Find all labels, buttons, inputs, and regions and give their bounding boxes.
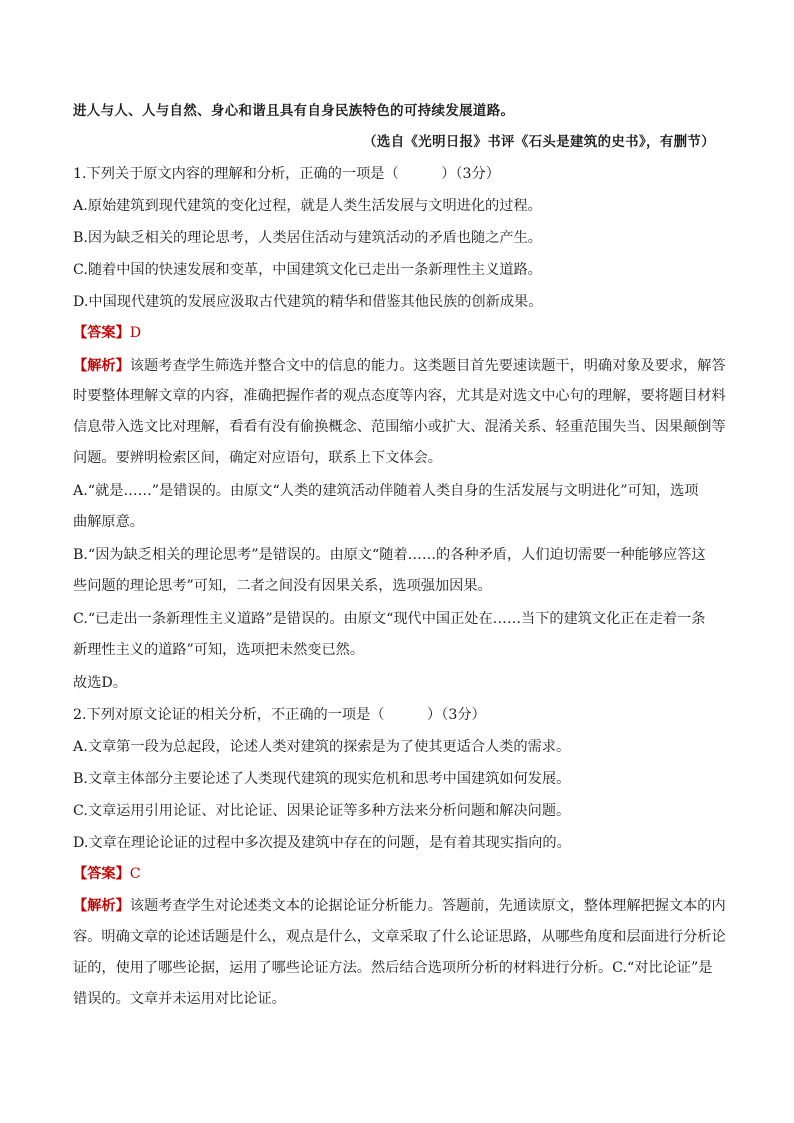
q1-note-a-line-1: A.“就是……”是错误的。由原文“人类的建筑活动伴随着人类自身的生活发展与文明进化”可知，选项 bbox=[73, 483, 699, 499]
q2-answer bbox=[73, 864, 141, 884]
q2-analysis-line-1 bbox=[73, 896, 726, 916]
q1-stem: 1.下列关于原文内容的理解和分析，正确的一项是（ ）（3分） bbox=[73, 166, 500, 182]
q1-analysis-line-2: 时要整体理解文章的内容，准确把握作者的观点态度等内容，尤其是对选文中心句的理解，要将题目材料 bbox=[73, 388, 726, 404]
q1-option-c: C.随着中国的快速发展和变革，中国建筑文化已走出一条新理性主义道路。 bbox=[73, 262, 542, 278]
intro-source: （选自《光明日报》书评《石头是建筑的史书》，有删节） bbox=[363, 134, 715, 150]
q1-note-b-line-2: 些问题的理论思考”可知，二者之间没有因果关系，选项强加因果。 bbox=[73, 578, 492, 594]
answer-value: D bbox=[129, 325, 142, 341]
q1-note-c-line-2: 新理性主义的道路”可知，选项把未然变已然。 bbox=[73, 642, 365, 658]
answer-tag: 【答案】 bbox=[73, 325, 130, 341]
analysis-tag: 【解析】 bbox=[73, 358, 130, 374]
q1-note-b-line-1: B.“因为缺乏相关的理论思考”是错误的。由原文“随着……的各种矛盾，人们迫切需要一种能够应答这 bbox=[73, 547, 706, 563]
q2-option-d: D.文章在理论论证的过程中多次提及建筑中存在的问题，是有着其现实指向的。 bbox=[73, 835, 571, 851]
q1-answer bbox=[73, 323, 141, 343]
q2-analysis-line-4: 错误的。文章并未运用对比论证。 bbox=[73, 991, 286, 1007]
answer-tag: 【答案】 bbox=[73, 866, 130, 882]
q1-note-a-line-2: 曲解原意。 bbox=[73, 514, 144, 530]
q1-analysis-line-1 bbox=[73, 356, 726, 376]
analysis-text: 该题考查学生筛选并整合文中的信息的能力。这类题目首先要速读题干，明确对象及要求，解答 bbox=[129, 358, 726, 374]
q1-conclusion: 故选D。 bbox=[73, 675, 127, 691]
q1-note-c-line-1: C.“已走出一条新理性主义道路”是错误的。由原文“现代中国正处在……当下的建筑文化正在走着一条 bbox=[73, 611, 706, 627]
q1-analysis-line-4: 问题。要辨明检索区间，确定对应语句，联系上下文体会。 bbox=[73, 450, 442, 466]
q1-option-b: B.因为缺乏相关的理论思考，人类居住活动与建筑活动的矛盾也随之产生。 bbox=[73, 230, 542, 246]
q2-analysis-line-3: 证的，使用了哪些论据，运用了哪些论证方法。然后结合选项所分析的材料进行分析。C.“对比论证”是 bbox=[73, 960, 713, 976]
q2-option-c: C.文章运用引用论证、对比论证、因果论证等多种方法来分析问题和解决问题。 bbox=[73, 803, 571, 819]
q1-analysis-line-3: 信息带入选文比对理解，看看有没有偷换概念、范围缩小或扩大、混淆关系、轻重范围失当、因果颠倒等 bbox=[73, 419, 726, 435]
q2-option-a: A.文章第一段为总起段，论述人类对建筑的探索是为了使其更适合人类的需求。 bbox=[73, 739, 571, 755]
q2-stem: 2.下列对原文论证的相关分析，不正确的一项是（ ）（3分） bbox=[73, 707, 486, 723]
q2-analysis-line-2: 容。明确文章的论述话题是什么，观点是什么，文章采取了什么论证思路，从哪些角度和层面进行分析论 bbox=[73, 929, 726, 945]
analysis-tag: 【解析】 bbox=[73, 898, 130, 914]
q1-option-a: A.原始建筑到现代建筑的变化过程，就是人类生活发展与文明进化的过程。 bbox=[73, 198, 542, 214]
q2-option-b: B.文章主体部分主要论述了人类现代建筑的现实危机和思考中国建筑如何发展。 bbox=[73, 771, 571, 787]
q1-option-d: D.中国现代建筑的发展应汲取古代建筑的精华和借鉴其他民族的创新成果。 bbox=[73, 294, 543, 310]
analysis-text: 该题考查学生对论述类文本的论据论证分析能力。答题前，先通读原文，整体理解把握文本的内 bbox=[129, 898, 726, 914]
answer-value: C bbox=[129, 866, 141, 882]
intro-closing-line: 进人与人、人与自然、身心和谐且具有自身民族特色的可持续发展道路。 bbox=[73, 103, 515, 119]
